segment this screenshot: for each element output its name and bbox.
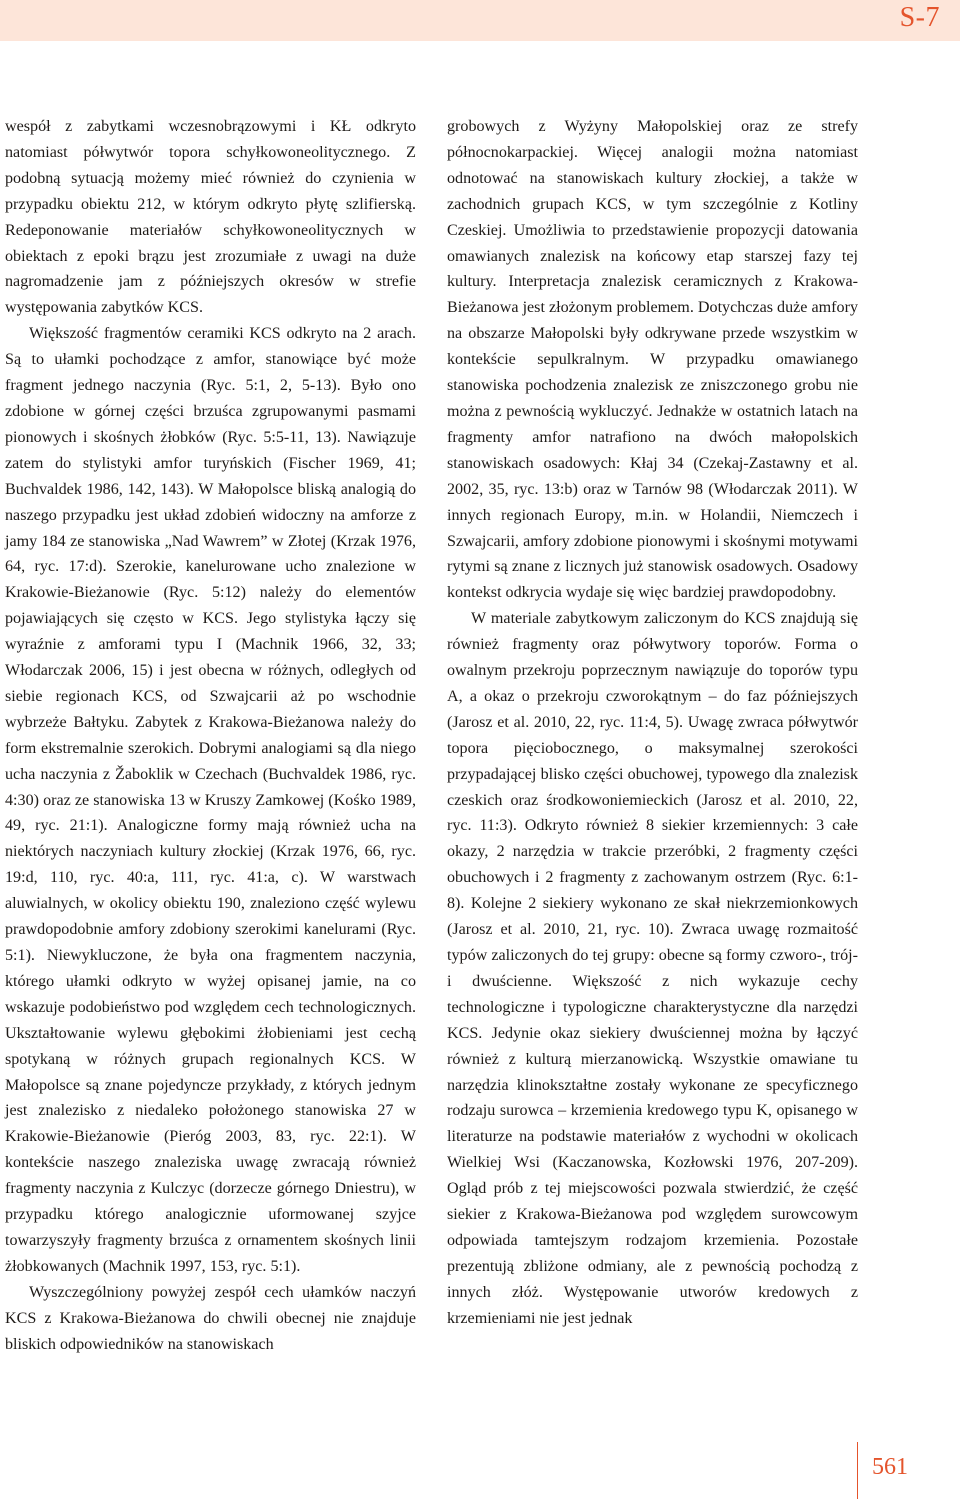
paragraph: grobowych z Wyżyny Małopolskiej oraz ze strefy północnokarpackiej. Więcej analogii można natomiast odnotować na stanowiskach kultury złockiej, a także w zachodnich grupach KCS, w tym szczególnie z Kotliny Czeskiej. Umożliwia to przedstawienie propozycji datowania omawianych znalezisk na końcowy etap starszej fazy tej kultury. Interpretacja znalezisk ceramicznych z Krakowa-Bieżanowa jest złożonym problemem. Dotychczas duże amfory na obszarze Małopolski były odkrywane przede wszystkim w kontekście sepulkralnym. W przypadku omawianego stanowiska pochodzenia znalezisk ze zniszczonego grobu nie można z pewnością wykluczyć. Jednakże w ostatnich latach na fragmenty amfor natrafiono na dwóch małopolskich stanowiskach osadowych: Kłaj 34 (Czekaj-Zastawny et al. 2002, 35, ryc. 13:b) oraz w Tarnów 98 (Włodarczak 2011). W innych regionach Europy, m.in. w Holandii, Niemczech i Szwajcarii, amfory zdobione pionowymi i skośnymi motywami rytymi są znane z licznych już stanowisk osadowych. Osadowy kontekst odkrycia wydaje się więc bardziej prawdopodobny.: [447, 118, 858, 602]
paragraph: wespół z zabytkami wczesnobrązowymi i KŁ odkryto natomiast półwytwór topora schyłkowoneolitycznego. Z podobną sytuacją możemy mieć również do czynienia w przypadku obiektu 212, w którym odkryto płytę szlifierską. Redeponowanie materiałów schyłkowoneolitycznych w obiektach z epoki brązu jest zrozumiałe z uwagi na duże nagromadzenie jam z późniejszych okresów w strefie występowania zabytków KCS.: [5, 118, 416, 317]
page-number: 561: [872, 1454, 908, 1480]
paragraph: W materiale zabytkowym zaliczonym do KCS znajdują się również fragmenty oraz półwytwory toporów. Forma o owalnym przekroju poprzecznym nawiązuje do toporów typu A, a okaz o przekroju czworokątnym – do faz późniejszych (Jarosz et al. 2010, 22, ryc. 11:4, 5). Uwagę zwraca półwytwór topora pięciobocznego, o maksymalnej szerokości przypadającej blisko części obuchowej, typowego dla znalezisk czeskich oraz środkowoniemieckich (Jarosz et al. 2010, 22, ryc. 11:3). Odkryto również 8 siekier krzemiennych: 3 całe okazy, 2 narzędzia w trakcie przeróbki, 2 fragmenty części obuchowych i 2 fragmenty z zachowanym ostrzem (Ryc. 6:1-8). Kolejne 2 siekiery wykonano ze skał niekrzemionkowych (Jarosz et al. 2010, 21, ryc. 10). Zwraca uwagę rozmaitość typów zaliczonych do tej grupy: obecne są formy czworo-, trój- i dwuścienne. Większość z nich wykazuje cechy technologiczne i typologiczne charakterystyczne dla narzędzi KCS. Jedynie okaz siekiery dwuściennej można by łączyć również z kulturą mierzanowicką. Wszystkie omawiane tu narzędzia klinokształtne zostały wykonane ze specyficznego rodzaju surowca – krzemienia kredowego typu K, opisanego w literaturze na podstawie materiałów z wychodni w okolicach Wielkiej Wsi (Kaczanowska, Kozłowski 1976, 207-209). Ogląd prób z tej miejscowości pozwala stwierdzić, że część siekier z Krakowa-Bieżanowa pod względem surowcowym odpowiada tamtejszym rodzajom krzemienia. Pozostałe prezentują zbliżone odmiany, ale z pewnością pochodzą z innych złóż. Występowanie utworów kredowych z krzemieniami nie jest jednak: [447, 610, 858, 1327]
header-band: [0, 0, 960, 41]
right-column: [447, 114, 858, 1332]
paragraph: Wyszczególniony powyżej zespół cech ułamków naczyń KCS z Krakowa-Bieżanowa do chwili obecnej nie znajduje bliskich odpowiedników na stanowiskach: [5, 1283, 416, 1353]
page-number-rule: [857, 1442, 858, 1499]
section-label: S-7: [899, 2, 940, 33]
left-column: [5, 114, 416, 1358]
paragraph: Większość fragmentów ceramiki KCS odkryto na 2 arach. Są to ułamki pochodzące z amfor, stanowiące być może fragment jednego naczynia (Ryc. 5:1, 2, 5-13). Było ono zdobione w górnej części brzuśca zgrupowanymi pasmami pionowych i skośnych żłobków (Ryc. 5:5-11, 13). Nawiązuje zatem do stylistyki amfor turyńskich (Fischer 1969, 41; Buchvaldek 1986, 142, 143). W Małopolsce bliską analogią do naszego przypadku jest układ zdobień widoczny na amforze z jamy 184 ze stanowiska „Nad Wawrem” w Złotej (Krzak 1976, 64, ryc. 17:d). Szerokie, kanelurowane ucho znalezione w Krakowie-Bieżanowie (Ryc. 5:12) należy do elementów pojawiających się często w KCS. Jego stylistyka łączy się wyraźnie z amforami typu I (Machnik 1966, 32, 33; Włodarczak 2006, 15) i jest obecna w różnych, odległych od siebie regionach KCS, od Szwajcarii aż po wschodnie wybrzeże Bałtyku. Zabytek z Krakowa-Bieżanowa należy do form ekstremalnie szerokich. Dobrymi analogiami są dla niego ucha naczynia z Žaboklik w Czechach (Buchvaldek 1986, ryc. 4:30) oraz ze stanowiska 13 w Kruszy Zamkowej (Kośko 1989, 49, ryc. 21:1). Analogiczne formy mają również ucha na niektórych naczyniach kultury złockiej (Krzak 1976, 66, ryc. 19:d, 110, ryc. 40:a, 111, ryc. 41:a, c). W warstwach aluwialnych, w okolicy obiektu 190, znaleziono część wylewu prawdopodobnie amfory zdobiony szerokimi kanelurami (Ryc. 5:1). Niewykluczone, że była ona fragmentem naczynia, którego ułamki odkryto w wyżej opisanej jamie, na co wskazuje podobieństwo pod względem cech technologicznych. Ukształtowanie wylewu głębokimi żłobieniami jest cechą spotykaną w różnych grupach regionalnych KCS. W Małopolsce są znane pojedyncze przykłady, z których jednym jest znalezisko z niedaleko położonego stanowiska 27 w Krakowie-Bieżanowie (Pieróg 2003, 83, ryc. 22:1). W kontekście naszego znaleziska uwagę zwracają również fragmenty naczynia z Kulczyc (dorzecze górnego Dniestru), w przypadku którego analogicznie uformowanej szyjce towarzyszyły fragmenty brzuśca z ornamentem skośnych linii żłobkowanych (Machnik 1997, 153, ryc. 5:1).: [5, 325, 416, 1275]
